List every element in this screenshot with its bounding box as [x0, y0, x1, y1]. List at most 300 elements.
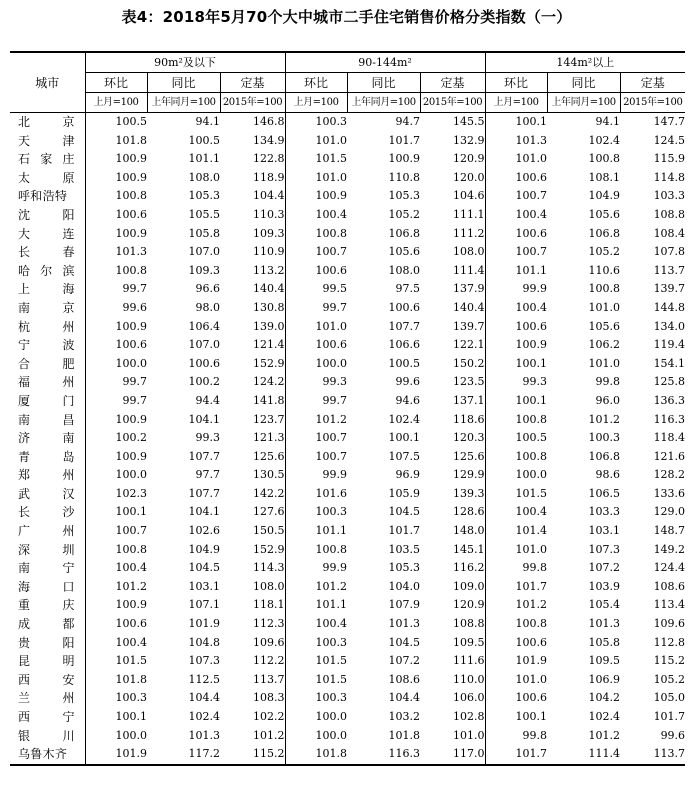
table-row — [10, 708, 685, 727]
index-value: 129.9 — [420, 466, 485, 485]
index-value: 101.2 — [515, 598, 548, 612]
index-value: 113.7 — [220, 671, 285, 690]
index-value: 120.0 — [420, 169, 485, 188]
index-value: 97.5 — [395, 282, 421, 296]
index-value: 154.1 — [653, 356, 686, 370]
index-value: 107.7 — [388, 319, 421, 333]
index-value: 104.4 — [220, 187, 285, 206]
city-name: 长沙 — [10, 503, 85, 522]
index-value: 101.9 — [188, 617, 220, 631]
index-value: 94.4 — [195, 393, 220, 407]
city-name: 兰州 — [10, 689, 85, 708]
index-value: 100.9 — [115, 226, 147, 240]
index-value: 102.6 — [188, 524, 220, 538]
table-row — [10, 634, 685, 653]
index-value: 101.3 — [115, 245, 147, 259]
index-value: 102.4 — [388, 412, 421, 426]
index-value: 101.2 — [220, 727, 285, 746]
city-name: 深圳 — [10, 541, 85, 560]
index-value: 117.0 — [420, 745, 485, 765]
index-value: 121.3 — [220, 429, 285, 448]
index-value: 104.1 — [188, 505, 220, 519]
index-value: 100.1 — [515, 710, 548, 723]
city-name: 青岛 — [10, 448, 85, 467]
index-value: 105.6 — [388, 245, 421, 259]
index-value: 100.7 — [515, 245, 548, 259]
index-value: 100.2 — [115, 431, 147, 445]
base-label-base: 2015年=100 — [620, 93, 685, 113]
city-name: 合肥 — [10, 355, 85, 374]
index-value: 139.7 — [653, 282, 686, 296]
index-value: 108.8 — [420, 615, 485, 634]
table-row — [10, 466, 685, 485]
base-label-yoy: 上年同月=100 — [147, 93, 220, 113]
index-value: 100.9 — [115, 598, 147, 612]
index-value: 99.7 — [122, 282, 147, 296]
city-name: 西宁 — [10, 708, 85, 727]
index-value: 130.8 — [220, 299, 285, 318]
index-value: 133.6 — [653, 486, 686, 500]
index-value: 100.4 — [315, 617, 348, 631]
index-value: 109.6 — [220, 634, 285, 653]
table-row — [10, 727, 685, 746]
index-value: 112.3 — [220, 615, 285, 634]
index-value: 102.4 — [588, 133, 621, 147]
table-row — [10, 262, 685, 281]
index-value: 111.4 — [420, 262, 485, 281]
index-value: 105.8 — [188, 226, 220, 240]
col-header-base: 定基 — [620, 73, 685, 93]
index-value: 100.9 — [515, 338, 548, 352]
index-value: 108.4 — [653, 226, 686, 240]
index-value: 110.9 — [220, 243, 285, 262]
index-value: 99.8 — [522, 728, 548, 742]
index-value: 152.9 — [220, 355, 285, 374]
index-value: 108.0 — [388, 263, 421, 277]
index-value: 115.2 — [220, 745, 285, 765]
index-value: 148.0 — [420, 522, 485, 541]
city-name: 西安 — [10, 671, 85, 690]
city-name: 大连 — [10, 225, 85, 244]
index-value: 124.5 — [653, 133, 686, 147]
index-value: 101.6 — [315, 486, 348, 500]
index-value: 99.3 — [195, 431, 220, 445]
index-value: 139.7 — [420, 318, 485, 337]
index-value: 100.7 — [115, 524, 147, 538]
index-value: 105.6 — [588, 207, 621, 221]
index-value: 100.5 — [388, 356, 421, 370]
index-value: 110.6 — [588, 263, 621, 277]
index-value: 105.2 — [588, 245, 621, 259]
col-header-mom: 环比 — [485, 73, 547, 93]
index-value: 115.9 — [653, 152, 686, 166]
index-value: 104.2 — [588, 691, 621, 705]
city-name: 海口 — [10, 578, 85, 597]
index-value: 101.7 — [388, 524, 421, 538]
index-value: 99.8 — [522, 561, 548, 575]
index-value: 100.6 — [515, 170, 548, 184]
index-value: 127.6 — [220, 503, 285, 522]
index-value: 101.5 — [315, 152, 348, 166]
index-value: 104.9 — [588, 189, 621, 203]
index-value: 106.8 — [588, 449, 621, 463]
index-value: 118.4 — [653, 431, 686, 445]
index-value: 100.6 — [115, 338, 147, 352]
index-value: 137.9 — [420, 280, 485, 299]
page-title: 表4：2018年5月70个大中城市二手住宅销售价格分类指数（一） — [121, 8, 572, 26]
city-name: 银川 — [10, 727, 85, 746]
index-value: 109.0 — [420, 578, 485, 597]
index-value: 116.3 — [653, 412, 686, 426]
index-value: 149.2 — [653, 542, 686, 556]
index-value: 101.3 — [515, 133, 548, 147]
index-value: 99.6 — [122, 300, 147, 314]
index-value: 150.2 — [420, 355, 485, 374]
price-index-table — [10, 51, 685, 766]
index-value: 100.8 — [588, 152, 621, 166]
index-value: 97.7 — [195, 468, 220, 482]
index-value: 110.0 — [420, 671, 485, 690]
index-value: 130.5 — [220, 466, 285, 485]
index-value: 100.6 — [515, 226, 548, 240]
index-value: 123.5 — [420, 373, 485, 392]
city-name: 沈阳 — [10, 206, 85, 225]
table-row — [10, 652, 685, 671]
index-value: 109.6 — [653, 617, 686, 631]
index-value: 100.4 — [515, 505, 548, 519]
index-value: 100.1 — [115, 710, 147, 723]
index-value: 108.3 — [220, 689, 285, 708]
index-value: 105.2 — [388, 207, 421, 221]
index-value: 107.7 — [188, 486, 220, 500]
table-row — [10, 596, 685, 615]
index-value: 111.4 — [547, 745, 620, 765]
table-row — [10, 280, 685, 299]
table-row — [10, 559, 685, 578]
index-value: 105.3 — [388, 189, 421, 203]
city-name: 乌鲁木齐 — [10, 745, 85, 765]
index-value: 101.2 — [588, 412, 621, 426]
index-value: 103.5 — [388, 542, 421, 556]
index-value: 129.0 — [653, 505, 686, 519]
index-value: 101.0 — [588, 300, 621, 314]
city-name: 昆明 — [10, 652, 85, 671]
city-name: 杭州 — [10, 318, 85, 337]
index-value: 99.7 — [122, 375, 147, 389]
index-value: 100.9 — [388, 152, 421, 166]
index-value: 101.0 — [588, 356, 621, 370]
index-value: 124.2 — [220, 373, 285, 392]
index-value: 103.3 — [588, 505, 621, 519]
index-value: 100.6 — [115, 207, 147, 221]
index-value: 100.2 — [188, 375, 220, 389]
index-value: 101.3 — [388, 617, 421, 631]
index-value: 100.6 — [515, 319, 548, 333]
table-row — [10, 150, 685, 169]
index-value: 122.1 — [420, 336, 485, 355]
index-value: 100.3 — [315, 635, 348, 649]
index-value: 100.8 — [588, 282, 621, 296]
table-row — [10, 503, 685, 522]
index-value: 100.4 — [115, 635, 147, 649]
index-value: 112.5 — [188, 672, 220, 686]
index-value: 102.4 — [588, 710, 621, 723]
index-value: 118.6 — [420, 411, 485, 430]
index-value: 100.8 — [515, 617, 548, 631]
index-value: 128.6 — [420, 503, 485, 522]
index-value: 100.6 — [115, 617, 147, 631]
index-value: 101.9 — [85, 745, 147, 765]
index-value: 100.4 — [315, 207, 348, 221]
index-value: 109.5 — [420, 634, 485, 653]
index-value: 107.8 — [653, 245, 686, 259]
index-value: 125.6 — [420, 448, 485, 467]
index-value: 101.1 — [515, 263, 548, 277]
index-value: 107.7 — [188, 449, 220, 463]
index-value: 104.6 — [420, 187, 485, 206]
index-value: 100.5 — [115, 115, 147, 128]
city-name: 长春 — [10, 243, 85, 262]
index-value: 100.9 — [115, 170, 147, 184]
index-value: 101.7 — [653, 710, 686, 723]
index-value: 100.8 — [115, 542, 147, 556]
index-value: 110.3 — [220, 206, 285, 225]
city-name: 南昌 — [10, 411, 85, 430]
index-value: 107.2 — [388, 654, 421, 668]
index-value: 100.0 — [515, 468, 548, 482]
index-value: 108.0 — [220, 578, 285, 597]
index-value: 100.1 — [515, 393, 548, 407]
col-header-base: 定基 — [220, 73, 285, 93]
index-value: 100.3 — [115, 691, 147, 705]
index-value: 105.9 — [388, 486, 421, 500]
index-value: 105.3 — [388, 561, 421, 575]
index-value: 100.1 — [515, 356, 548, 370]
table-row — [10, 615, 685, 634]
index-value: 100.6 — [315, 263, 348, 277]
index-value: 99.3 — [522, 375, 548, 389]
index-value: 100.0 — [115, 728, 147, 742]
index-value: 124.4 — [653, 561, 686, 575]
index-value: 105.5 — [188, 207, 220, 221]
index-value: 146.8 — [220, 113, 285, 132]
index-value: 101.2 — [115, 579, 147, 593]
index-value: 108.6 — [388, 672, 421, 686]
index-value: 104.4 — [388, 691, 421, 705]
index-value: 100.0 — [115, 468, 147, 482]
index-value: 101.2 — [315, 579, 348, 593]
index-value: 101.0 — [420, 727, 485, 746]
index-value: 94.1 — [195, 115, 220, 128]
index-value: 108.0 — [420, 243, 485, 262]
index-value: 101.3 — [188, 728, 220, 742]
index-value: 99.8 — [595, 375, 621, 389]
index-value: 101.5 — [515, 486, 548, 500]
index-value: 101.1 — [315, 524, 348, 538]
index-value: 101.2 — [315, 412, 348, 426]
index-value: 102.3 — [115, 486, 147, 500]
index-value: 103.3 — [653, 189, 686, 203]
index-value: 121.6 — [653, 449, 686, 463]
index-value: 125.8 — [653, 375, 686, 389]
city-name: 郑州 — [10, 466, 85, 485]
index-value: 139.0 — [220, 318, 285, 337]
index-value: 105.6 — [588, 319, 621, 333]
index-value: 109.5 — [588, 654, 621, 668]
index-value: 99.9 — [522, 282, 548, 296]
index-value: 100.8 — [515, 449, 548, 463]
index-value: 104.5 — [388, 505, 421, 519]
index-value: 100.8 — [315, 542, 348, 556]
index-value: 104.5 — [188, 561, 220, 575]
table-row — [10, 429, 685, 448]
index-value: 94.1 — [595, 115, 621, 128]
index-value: 114.3 — [220, 559, 285, 578]
table-row — [10, 522, 685, 541]
index-value: 120.9 — [420, 150, 485, 169]
index-value: 141.8 — [220, 392, 285, 411]
index-value: 100.0 — [315, 356, 348, 370]
index-value: 104.5 — [388, 635, 421, 649]
col-header-mom: 环比 — [85, 73, 147, 93]
index-value: 113.7 — [620, 745, 685, 765]
city-name: 天津 — [10, 132, 85, 151]
index-value: 118.1 — [220, 596, 285, 615]
index-value: 100.8 — [115, 263, 147, 277]
city-name: 上海 — [10, 280, 85, 299]
index-value: 110.8 — [388, 170, 421, 184]
index-value: 134.0 — [653, 319, 686, 333]
table-row — [10, 336, 685, 355]
index-value: 114.8 — [653, 170, 686, 184]
index-value: 107.9 — [388, 598, 421, 612]
index-value: 103.1 — [588, 524, 621, 538]
index-value: 123.7 — [220, 411, 285, 430]
city-name: 呼和浩特 — [10, 187, 85, 206]
index-value: 100.4 — [115, 561, 147, 575]
index-value: 103.9 — [588, 579, 621, 593]
index-value: 99.6 — [395, 375, 421, 389]
index-value: 101.1 — [315, 598, 348, 612]
table-row — [10, 541, 685, 560]
index-value: 147.7 — [653, 115, 686, 128]
index-value: 100.4 — [515, 300, 548, 314]
index-value: 100.8 — [115, 189, 147, 203]
index-value: 106.8 — [588, 226, 621, 240]
index-value: 118.9 — [220, 169, 285, 188]
city-name: 石家庄 — [10, 150, 85, 169]
table-row — [10, 355, 685, 374]
index-value: 112.2 — [220, 652, 285, 671]
city-name: 宁波 — [10, 336, 85, 355]
index-value: 144.8 — [653, 300, 686, 314]
index-value: 101.0 — [515, 672, 548, 686]
index-value: 113.7 — [653, 263, 686, 277]
index-value: 150.5 — [220, 522, 285, 541]
index-value: 99.9 — [322, 561, 348, 575]
index-value: 104.1 — [188, 412, 220, 426]
index-value: 100.5 — [515, 431, 548, 445]
index-value: 145.1 — [420, 541, 485, 560]
index-value: 98.0 — [195, 300, 220, 314]
index-value: 145.5 — [420, 113, 485, 132]
index-value: 101.8 — [115, 133, 147, 147]
city-name: 厦门 — [10, 392, 85, 411]
index-value: 100.8 — [515, 412, 548, 426]
index-value: 111.2 — [420, 225, 485, 244]
base-label-mom: 上月=100 — [485, 93, 547, 113]
index-value: 100.1 — [515, 115, 548, 128]
index-value: 96.0 — [595, 393, 621, 407]
index-value: 103.1 — [188, 579, 220, 593]
index-value: 105.2 — [653, 672, 686, 686]
index-value: 100.6 — [188, 356, 220, 370]
index-value: 106.8 — [388, 226, 421, 240]
index-value: 134.9 — [220, 132, 285, 151]
col-header-yoy: 同比 — [547, 73, 620, 93]
index-value: 104.8 — [188, 635, 220, 649]
index-value: 100.3 — [315, 505, 348, 519]
index-value: 101.9 — [515, 654, 548, 668]
index-value: 102.4 — [188, 710, 220, 723]
city-name: 哈尔滨 — [10, 262, 85, 281]
index-value: 101.0 — [515, 542, 548, 556]
index-value: 108.6 — [653, 579, 686, 593]
index-value: 100.7 — [315, 245, 348, 259]
index-value: 122.8 — [220, 150, 285, 169]
index-value: 100.9 — [115, 152, 147, 166]
index-value: 100.6 — [515, 691, 548, 705]
index-value: 100.3 — [588, 431, 621, 445]
table-row — [10, 448, 685, 467]
index-value: 132.9 — [420, 132, 485, 151]
table-row — [10, 187, 685, 206]
index-value: 100.0 — [315, 728, 348, 742]
table-row — [10, 113, 685, 132]
index-value: 113.4 — [653, 598, 686, 612]
table-row — [10, 318, 685, 337]
index-value: 104.4 — [188, 691, 220, 705]
group-header-medium: 90-144m² — [285, 52, 485, 73]
city-name: 太原 — [10, 169, 85, 188]
base-label-yoy: 上年同月=100 — [547, 93, 620, 113]
index-value: 100.6 — [315, 338, 348, 352]
index-value: 99.7 — [322, 300, 348, 314]
index-value: 101.5 — [315, 654, 348, 668]
index-value: 109.3 — [220, 225, 285, 244]
index-value: 101.5 — [315, 672, 348, 686]
table-row — [10, 671, 685, 690]
index-value: 100.0 — [315, 710, 348, 723]
index-value: 100.3 — [315, 691, 348, 705]
index-value: 136.3 — [653, 393, 686, 407]
index-value: 99.7 — [122, 393, 147, 407]
index-value: 99.6 — [660, 728, 686, 742]
index-value: 101.7 — [515, 579, 548, 593]
index-value: 140.4 — [220, 280, 285, 299]
index-value: 107.3 — [188, 654, 220, 668]
index-value: 107.1 — [188, 598, 220, 612]
index-value: 99.3 — [322, 375, 348, 389]
index-value: 100.8 — [315, 226, 348, 240]
index-value: 100.9 — [115, 319, 147, 333]
group-header-large: 144m²以上 — [485, 52, 685, 73]
index-value: 100.5 — [188, 133, 220, 147]
city-name: 武汉 — [10, 485, 85, 504]
table-row — [10, 243, 685, 262]
table-row — [10, 132, 685, 151]
index-value: 100.9 — [115, 412, 147, 426]
